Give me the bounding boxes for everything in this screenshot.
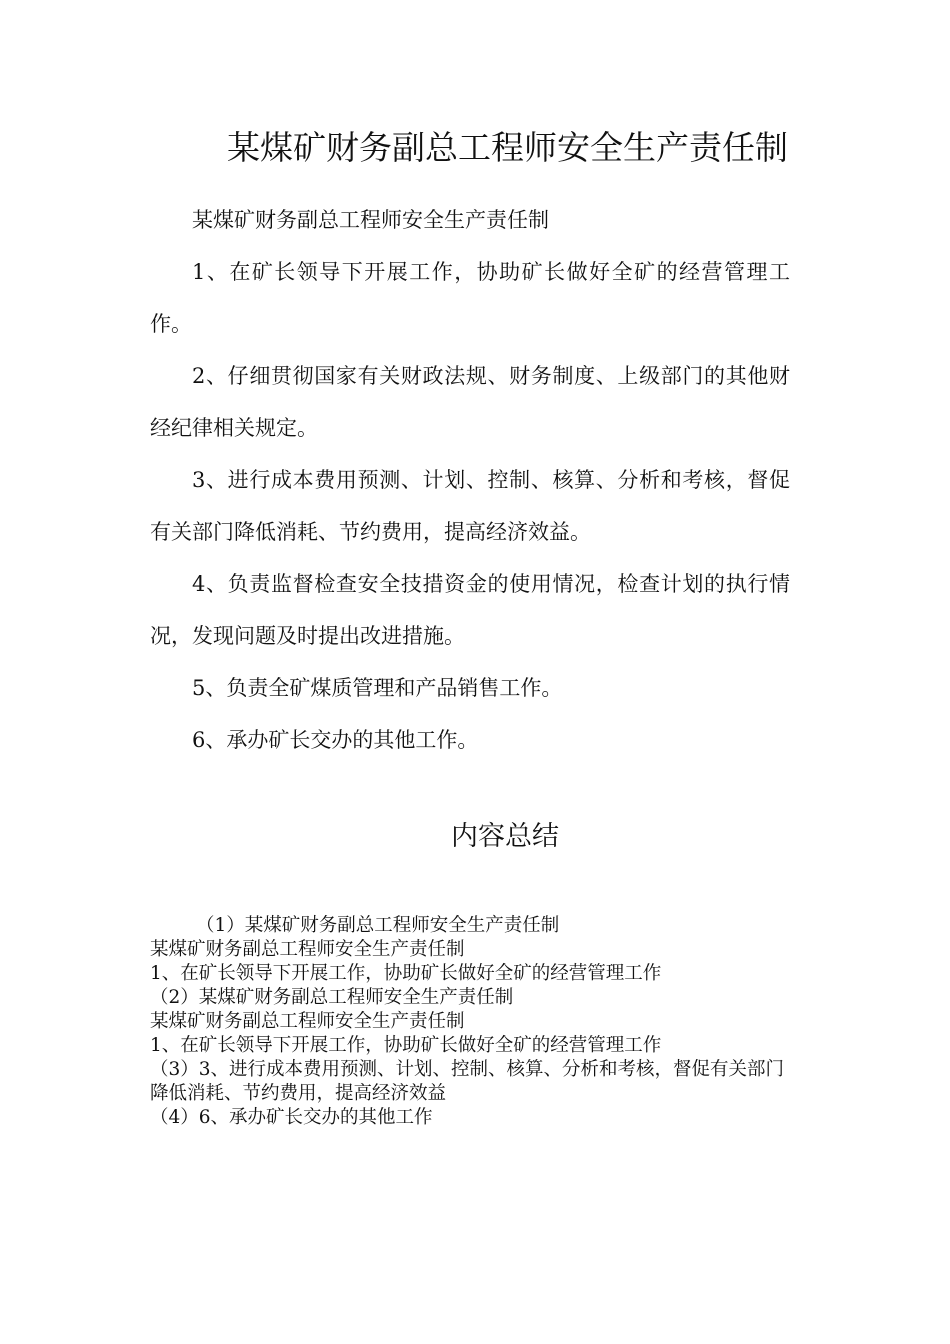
summary-line: （1）某煤矿财务副总工程师安全生产责任制	[196, 915, 560, 936]
body-paragraph: 6、承办矿长交办的其他工作。	[192, 728, 479, 752]
body-paragraph: 3、进行成本费用预测、计划、控制、核算、分析和考核，督促有关部门降低消耗、节约费用，提高经济效益。	[150, 468, 790, 544]
summary-title: 内容总结	[451, 821, 559, 852]
document-title: 某煤矿财务副总工程师安全生产责任制	[227, 128, 788, 167]
summary-line: 某煤矿财务副总工程师安全生产责任制	[150, 939, 465, 960]
summary-line: 1、在矿长领导下开展工作，协助矿长做好全矿的经营管理工作	[150, 1035, 662, 1056]
summary-block	[150, 914, 795, 1130]
body-paragraph: 某煤矿财务副总工程师安全生产责任制	[192, 208, 549, 232]
body-paragraph: 5、负责全矿煤质管理和产品销售工作。	[192, 676, 563, 700]
document-body	[150, 194, 790, 766]
summary-line: （3）3、进行成本费用预测、计划、控制、核算、分析和考核，督促有关部门降低消耗、节约费用，提高经济效益	[150, 1059, 785, 1104]
body-paragraph: 2、仔细贯彻国家有关财政法规、财务制度、上级部门的其他财经纪律相关规定。	[150, 364, 790, 440]
summary-line: （2）某煤矿财务副总工程师安全生产责任制	[150, 987, 514, 1008]
summary-line: 1、在矿长领导下开展工作，协助矿长做好全矿的经营管理工作	[150, 963, 662, 984]
summary-line: （4）6、承办矿长交办的其他工作	[150, 1107, 433, 1128]
body-paragraph: 4、负责监督检查安全技措资金的使用情况，检查计划的执行情况，发现问题及时提出改进措施。	[150, 572, 790, 648]
summary-line: 某煤矿财务副总工程师安全生产责任制	[150, 1011, 465, 1032]
body-paragraph: 1、在矿长领导下开展工作，协助矿长做好全矿的经营管理工作。	[150, 260, 790, 336]
